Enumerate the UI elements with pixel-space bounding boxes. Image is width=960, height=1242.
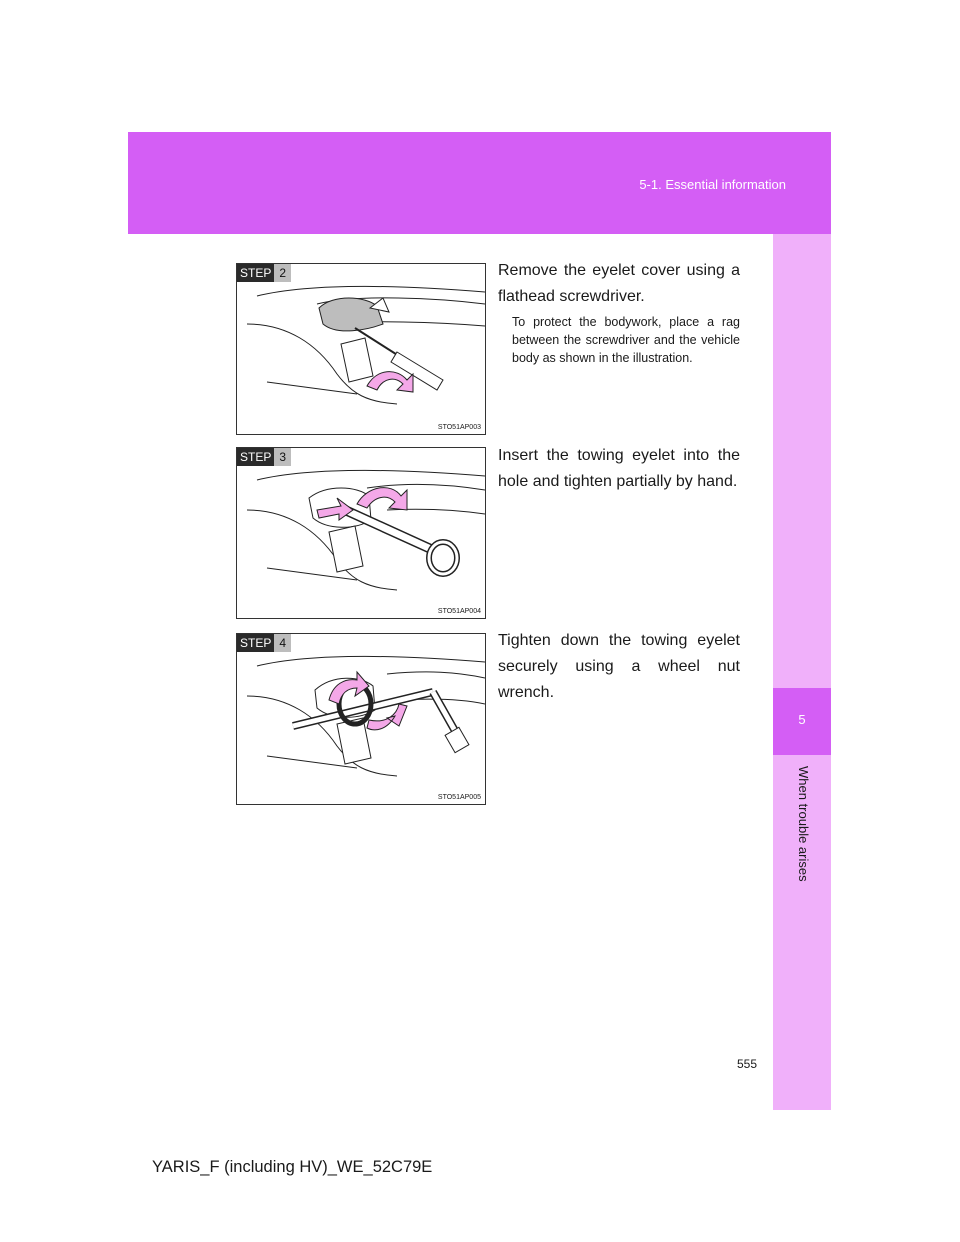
step-badge-number: 3 — [274, 448, 291, 466]
page-number: 555 — [737, 1057, 758, 1071]
eyelet-cover-removal-illustration — [237, 264, 485, 434]
towing-eyelet-insertion-illustration — [237, 448, 485, 618]
chapter-number: 5 — [798, 712, 806, 727]
header-band — [128, 132, 831, 234]
step-2-figure — [236, 263, 486, 435]
manual-title: YARIS_F (including HV)_WE_52C79E — [152, 1158, 433, 1176]
wheel-nut-wrench-tightening-illustration — [237, 634, 485, 804]
figure-code: STO51AP004 — [437, 608, 481, 615]
chapter-number-box — [773, 688, 831, 755]
step-2-note: To protect the bodywork, place a rag between the screwdriver and the vehicle body as shown in the illustration. — [512, 315, 740, 365]
figure-code: STO51AP005 — [437, 794, 481, 801]
step-badge-label: STEP — [237, 634, 274, 652]
step-3-text: Insert the towing eyelet into the hole and tighten partially by hand. — [498, 447, 740, 490]
step-badge-number: 2 — [274, 264, 291, 282]
figure-code: STO51AP003 — [437, 424, 481, 431]
step-badge-label: STEP — [237, 264, 274, 282]
section-label: 5-1. Essential information — [639, 177, 786, 192]
step-badge-label: STEP — [237, 448, 274, 466]
chapter-side-tab — [773, 234, 831, 1110]
step-4-text: Tighten down the towing eyelet securely using a wheel nut wrench. — [498, 632, 740, 701]
chapter-title: When trouble arises — [796, 766, 811, 882]
step-badge-number: 4 — [274, 634, 291, 652]
step-4-figure — [236, 633, 486, 805]
step-3-figure — [236, 447, 486, 619]
step-2-text: Remove the eyelet cover using a flathead screwdriver. — [498, 262, 740, 305]
